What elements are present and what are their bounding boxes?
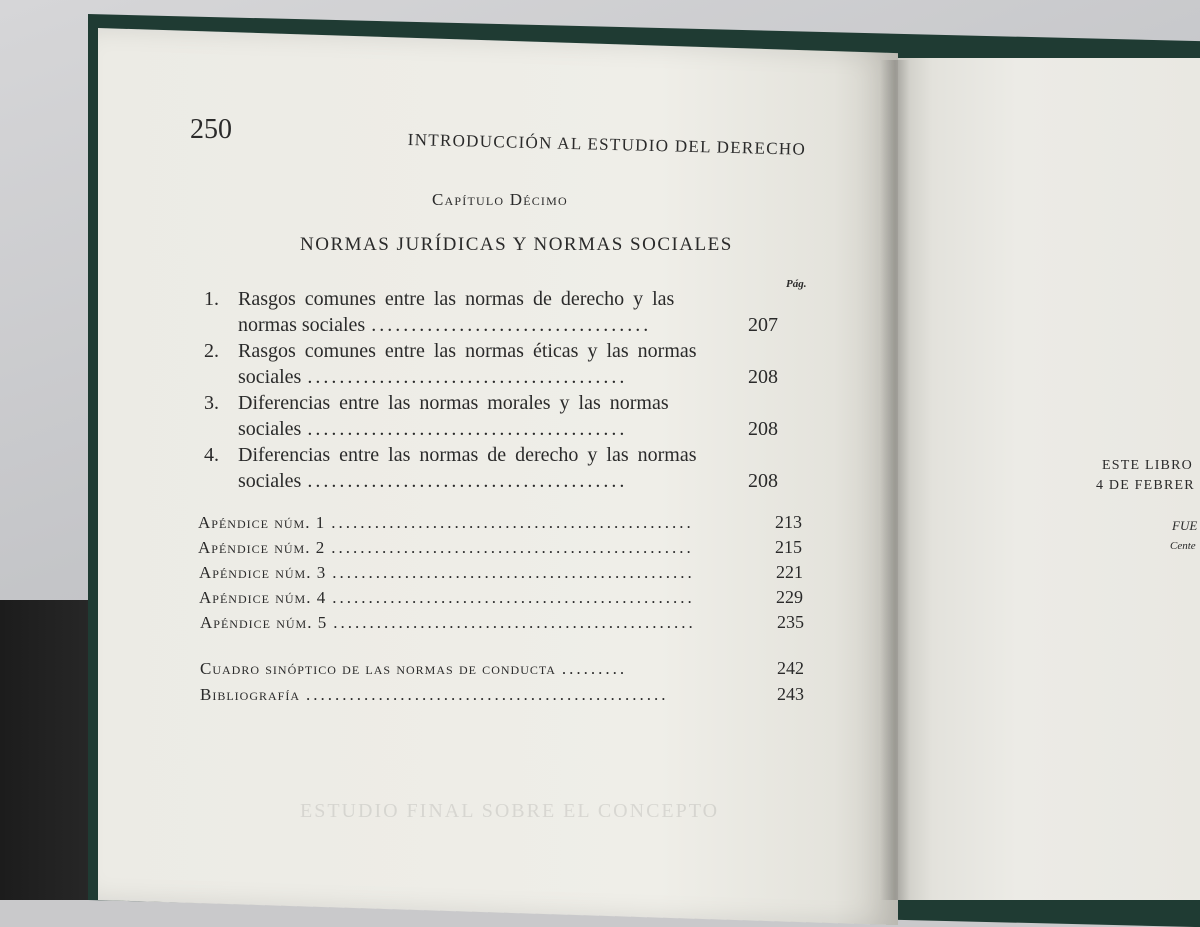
synoptic-table-row — [200, 658, 804, 679]
entry-page: 207 — [748, 314, 778, 336]
dot-leader: .................................................. — [331, 513, 694, 532]
page-number: 250 — [190, 114, 232, 145]
bibliography-page: 243 — [777, 684, 804, 704]
dot-leader: ........................................ — [307, 366, 628, 388]
appendix-label: Apéndice núm. 4 — [199, 588, 327, 607]
appendix-page: 213 — [775, 512, 802, 532]
entry-number: 4. — [204, 444, 219, 466]
appendix-page: 221 — [776, 562, 803, 582]
dot-leader: .................................................. — [306, 685, 669, 704]
appendix-page: 229 — [776, 587, 803, 607]
dot-leader: .................................................. — [332, 588, 695, 607]
appendix-row — [199, 562, 803, 583]
synoptic-table-page: 242 — [777, 658, 804, 678]
bibliography-label: Bibliografía — [200, 685, 301, 704]
colophon-line: Cente — [1170, 540, 1196, 552]
dot-leader: .................................................. — [331, 538, 694, 557]
appendix-row — [199, 587, 803, 608]
dot-leader: ........................................ — [307, 470, 628, 492]
running-head: INTRODUCCIÓN AL ESTUDIO DEL DERECHO — [407, 130, 807, 159]
entry-number: 3. — [204, 392, 219, 414]
colophon-line: FUE — [1172, 518, 1198, 533]
appendix-row — [198, 537, 802, 558]
synoptic-table-label: Cuadro sinóptico de las normas de conducta — [200, 659, 556, 678]
entry-number: 2. — [204, 340, 219, 362]
entry-title-line: Diferencias entre las normas morales y las normas — [238, 392, 669, 414]
entry-page: 208 — [748, 418, 778, 440]
appendix-row — [198, 512, 802, 533]
entry-page: 208 — [748, 470, 778, 492]
appendix-page: 215 — [775, 537, 802, 557]
entry-page: 208 — [748, 366, 778, 388]
dot-leader: ......... — [561, 659, 628, 678]
dot-leader: ................................... — [371, 314, 652, 336]
entry-title-continued: sociales — [238, 418, 302, 440]
dot-leader: ........................................ — [307, 418, 628, 440]
entry-title-line: Rasgos comunes entre las normas éticas y las normas — [238, 340, 697, 362]
entry-title-continued: sociales — [238, 470, 302, 492]
colophon-line: ESTE LIBRO — [1102, 458, 1193, 473]
appendix-label: Apéndice núm. 3 — [199, 563, 327, 582]
entry-title-continued: normas sociales — [238, 314, 366, 336]
appendix-label: Apéndice núm. 1 — [198, 513, 326, 532]
chapter-title: NORMAS JURÍDICAS Y NORMAS SOCIALES — [300, 234, 733, 255]
entry-title-line: Rasgos comunes entre las normas de derecho y las — [238, 288, 675, 310]
appendix-label: Apéndice núm. 2 — [198, 538, 326, 557]
chapter-label: Capítulo Décimo — [432, 190, 568, 209]
bleed-through-text: ESTUDIO FINAL SOBRE EL CONCEPTO — [300, 800, 720, 822]
page-column-label: Pág. — [786, 278, 807, 290]
entry-title-continued: sociales — [238, 366, 302, 388]
appendix-page: 235 — [777, 612, 804, 632]
dot-leader: .................................................. — [332, 563, 695, 582]
entry-number: 1. — [204, 288, 219, 310]
bibliography-row — [200, 684, 804, 705]
appendix-label: Apéndice núm. 5 — [200, 613, 328, 632]
dot-leader: .................................................. — [333, 613, 696, 632]
appendix-row — [200, 612, 804, 633]
colophon-line: 4 DE FEBRER — [1096, 478, 1195, 493]
book-gutter — [880, 60, 910, 900]
entry-title-line: Diferencias entre las normas de derecho y las normas — [238, 444, 697, 466]
